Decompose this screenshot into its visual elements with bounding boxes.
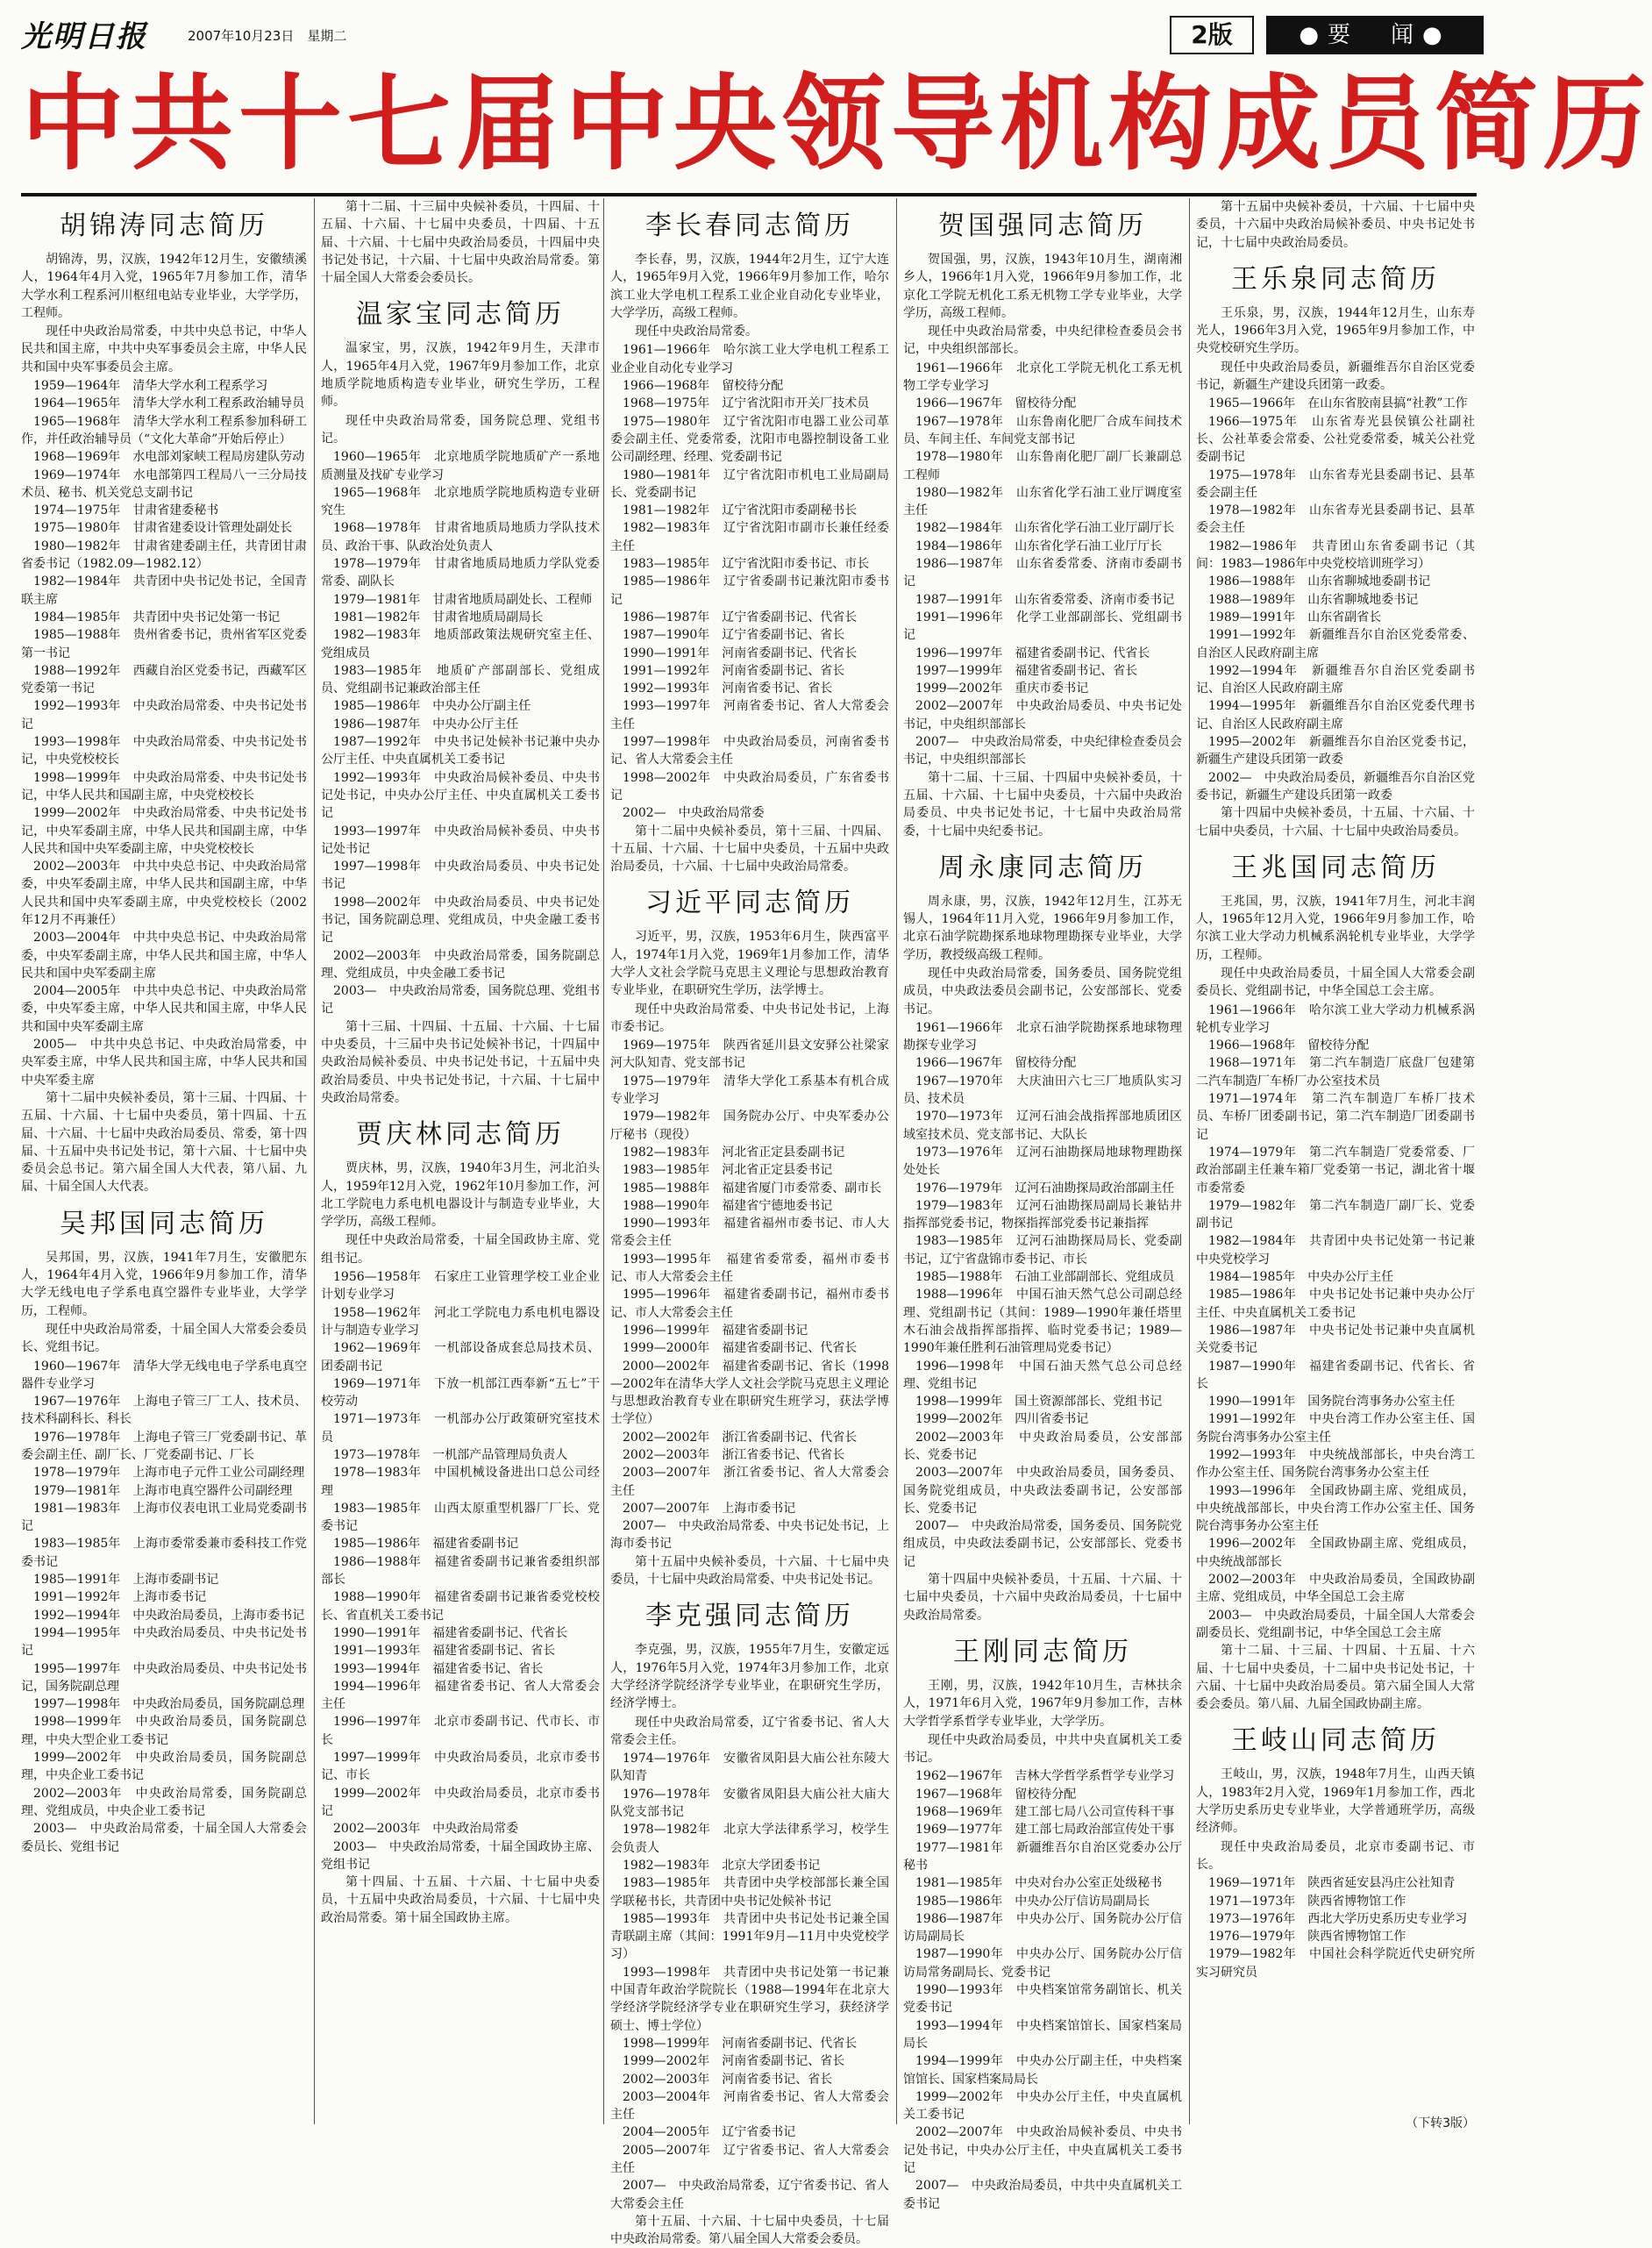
career-item: 2003— 中央政治局委员，十届全国人大常委会副委员长、党组副书记，中华全国总工会主席 <box>1196 1608 1475 1640</box>
career-item: 1975—1980年 甘肃省建委设计管理处副处长 <box>33 521 293 536</box>
bio-intro: 贺国强，男，汉族，1943年10月生，湖南湘乡人，1966年1月入党，1966年9月参加工作，北京化工学院无机化工系无机物工学专业毕业，大学学历，高级工程师。 <box>903 253 1182 320</box>
career-item: 1988—1989年 山东省聊城地委书记 <box>1208 592 1419 607</box>
career-item: 1979—1982年 国务院办公厅、中央军委办公厅秘书（现役） <box>610 1110 889 1142</box>
career-item: 1967—1976年 上海电子管三厂工人、技术员、技术科副科长、科长 <box>21 1395 307 1427</box>
bio-tail: 第十二届、十三届、十四届中央候补委员，十五届、十六届、十七届中央委员，十六届中央政治局委员、中央书记处书记，十七届中央政治局常委，十七届中央纪委书记。 <box>903 770 1182 839</box>
career-item: 1988—1990年 福建省委副书记兼省委党校校长、省直机关工委书记 <box>321 1590 600 1623</box>
career-item: 1998—1999年 河南省委副书记、代省长 <box>623 2036 858 2051</box>
bio-tail: 第十二届、十三届中央候补委员，十四届、十五届、十六届、十七届中央委员，十四届、十五届、十六届、十七届中央政治局委员，十四届中央书记处书记，十六届、十七届中央政治局常委。第十届全国人大常委会委员长。 <box>321 200 600 286</box>
career-item: 2007— 中央政治局常委，中央纪律检查委员会书记，中央组织部部长 <box>903 735 1182 767</box>
career-item: 1992—1993年 中央统战部部长，中央台湾工作办公室主任、国务院台湾事务办公室主任 <box>1196 1448 1475 1481</box>
bio-intro: 习近平，男，汉族，1953年6月生，陕西富平人，1974年1月入党，1969年1月参加工作，清华大学人文社会学院马克思主义理论与思想政治教育专业毕业，在职研究生学历，法学博士。 <box>610 930 889 998</box>
career-item: 1961—1966年 北京石油学院勘探系地球物理勘探专业学习 <box>903 1020 1182 1053</box>
career-item: 1999—2002年 中央政治局常委、中央书记处书记，中央军委副主席，中华人民共和国副主席，中华人民共和国中央军委副主席，中央党校校长 <box>21 806 307 856</box>
career-item: 1984—1985年 共青团中央书记处第一书记 <box>33 610 281 624</box>
headline-rule <box>21 193 1477 196</box>
career-item: 1984—1986年 山东省化学石油工业厅厅长 <box>915 539 1163 553</box>
bio-tail: 第十二届中央候补委员，第十三届、十四届、十五届、十六届、十七届中央委员，第十四届、十五届、十六届、十七届中央政治局委员、常委，第十四届、十五届中央书记处书记，第十六届、十七届中央委员会总书记。第六届全国人大代表，第八届、九届、十届全国人大代表。 <box>21 1090 307 1195</box>
career-item: 1979—1983年 辽河石油勘探局副局长兼钻井指挥部党委书记，物探指挥部党委书记兼指挥 <box>903 1198 1182 1231</box>
career-item: 1998—1999年 中央政治局委员，国务院副总理，中央大型企业工委书记 <box>21 1715 307 1747</box>
career-item: 1999—2002年 中央政治局委员，北京市委书记 <box>321 1786 600 1818</box>
career-item: 2002—2007年 中央政治局候补委员、中央书记处书记，中央办公厅主任，中央直属机关工委书记 <box>903 2125 1182 2175</box>
column-1 <box>21 198 307 2124</box>
bio-wang-gang <box>903 1633 1182 2213</box>
bio-title: 胡锦涛同志简历 <box>60 211 268 241</box>
bio-intro: 贾庆林，男，汉族，1940年3月生，河北泊头人，1959年12月入党，1962年10月参加工作，河北工学院电力系电机电器设计与制造专业毕业，大学学历，高级工程师。 <box>321 1161 600 1230</box>
career-item: 1994—1995年 中央政治局委员、中央书记处书记 <box>21 1625 307 1659</box>
bio-tail: 第十五届中央候补委员，十六届、十七届中央委员，十七届中央政治局常委、中央书记处书记。 <box>610 1554 889 1588</box>
bio-current: 现任中央政治局委员，十届全国人大常委会副委员长、党组副书记，中华全国总工会主席。 <box>1196 966 1475 999</box>
career-item: 1958—1962年 河北工学院电力系电机电器设计与制造专业学习 <box>321 1305 600 1338</box>
career-item: 1967—1978年 山东鲁南化肥厂合成车间技术员、车间主任、车间党支部书记 <box>903 414 1182 446</box>
career-item: 1981—1982年 辽宁省沈阳市委副秘书长 <box>623 503 858 518</box>
career-item: 1988—1992年 西藏自治区党委书记，西藏军区党委第一书记 <box>21 663 307 696</box>
career-item: 1998—1999年 国土资源部部长、党组书记 <box>915 1395 1163 1409</box>
career-item: 1982—1986年 共青团山东省委副书记（其间：1983—1986年中央党校培训班学习） <box>1196 539 1475 572</box>
career-item: 2002—2003年 中共中央总书记、中央政治局常委，中央军委副主席，中华人民共和国副主席，中华人民共和国中央军委副主席，中央党校校长（2002年12月不再兼任） <box>21 860 307 927</box>
bio-intro: 吴邦国，男，汉族，1941年7月生，安徽肥东人，1964年4月入党，1966年9月参加工作，清华大学无线电电子学系电真空器件专业毕业，大学学历，工程师。 <box>21 1250 307 1318</box>
career-item: 1979—1982年 中国社会科学院近代史研究所实习研究员 <box>1196 1947 1475 1980</box>
career-item: 1999—2002年 中央办公厅主任，中央直属机关工委书记 <box>903 2089 1182 2123</box>
bio-title: 贾庆林同志简历 <box>356 1119 565 1151</box>
career-item: 1993—1995年 福建省委常委，福州市委书记、市人大常委会主任 <box>610 1252 889 1285</box>
bio-current: 现任中央政治局常委，辽宁省委书记、省人大常委会主任。 <box>610 1715 889 1747</box>
career-item: 1993—1998年 中央政治局常委、中央书记处书记，中央党校校长 <box>21 735 307 767</box>
career-item: 1998—1999年 中央政治局常委、中央书记处书记，中华人民共和国副主席，中央党校校长 <box>21 770 307 803</box>
career-item: 1980—1981年 辽宁省沈阳市机电工业局副局长、党委副书记 <box>610 467 889 500</box>
bio-hu-jintao <box>21 207 307 1196</box>
career-item: 1999—2002年 河南省委副书记、省长 <box>623 2054 845 2069</box>
bio-intro: 周永康，男，汉族，1942年12月生，江苏无锡人，1964年11月入党，1966年9月参加工作，北京石油学院勘探系地球物理勘探专业毕业，大学学历，教授级高级工程师。 <box>903 894 1182 962</box>
career-item: 2003—2004年 中共中央总书记、中央政治局常委，中央军委副主席，中华人民共和国主席，中华人民共和国中央军委副主席 <box>21 931 307 981</box>
career-item: 1965—1968年 北京地质学院地质构造专业研究生 <box>321 485 600 518</box>
career-item: 1965—1968年 清华大学水利工程系参加科研工作，并任政治辅导员（“文化大革命”开始后停止） <box>21 414 307 446</box>
career-item: 2003—2007年 中央政治局委员，国务委员、国务院党组成员，中央政法委副书记，公安部部长、党委书记 <box>903 1466 1182 1516</box>
career-item: 1998—2002年 中央政治局委员、中央书记处书记，国务院副总理、党组成员，中央金融工委书记 <box>321 895 600 946</box>
career-item: 1990—1993年 中央档案馆常务副馆长、机关党委书记 <box>903 1983 1182 2016</box>
career-item: 1992—1994年 中央政治局委员，上海市委书记 <box>33 1608 305 1623</box>
career-item: 1993—1997年 河南省委书记、省人大常委会主任 <box>610 699 889 731</box>
career-item: 2007— 中央政治局常委，国务委员、国务院党组成员，中央政法委副书记，公安部部长、党委书记 <box>903 1519 1182 1569</box>
career-item: 1979—1982年 第二汽车制造厂副厂长、党委副书记 <box>1196 1198 1475 1231</box>
career-item: 1975—1978年 山东省寿光县委副书记、县革委会副主任 <box>1196 467 1475 500</box>
bio-li-keqiang <box>610 1597 889 2248</box>
career-item: 1975—1979年 清华大学化工系基本有机合成专业学习 <box>610 1074 889 1107</box>
career-item: 1983—1985年 河北省正定县委书记 <box>623 1163 833 1178</box>
career-item: 1985—1986年 中央办公厅信访局副局长 <box>915 1894 1150 1909</box>
career-item: 2007— 中央政治局常委、中央书记处书记，上海市委书记 <box>610 1519 889 1552</box>
bio-current: 现任中央政治局常委。 <box>635 325 758 339</box>
career-item: 1983—1985年 辽宁省沈阳市委书记、市长 <box>623 557 870 572</box>
career-item: 1995—2002年 新疆维吾尔自治区党委书记，新疆生产建设兵团第一政委 <box>1196 735 1475 767</box>
bio-intro: 王岐山，男，汉族，1948年7月生，山西天镇人，1983年2月入党，1969年1月参加工作，西北大学历史系历史专业毕业，大学普通班学历，高级经济师。 <box>1196 1767 1475 1836</box>
bio-li-changchun <box>610 207 889 875</box>
column-3 <box>603 198 889 2247</box>
career-item: 1991—1996年 化学工业部副部长、党组副书记 <box>903 610 1182 643</box>
career-list <box>321 1268 600 1873</box>
career-item: 1978—1983年 中国机械设备进出口总公司经理 <box>321 1466 600 1498</box>
career-list <box>610 1037 889 1553</box>
bio-current: 现任中央政治局常委，国务委员、国务院党组成员，中央政法委员会副书记，公安部部长、党委书记。 <box>903 966 1182 1017</box>
career-item: 1997—1999年 福建省委副书记、省长 <box>915 663 1138 678</box>
career-item: 1982—1983年 北京大学团委书记 <box>623 1858 821 1873</box>
career-item: 1983—1985年 山西太原重型机器厂厂长、党委书记 <box>321 1501 600 1534</box>
career-item: 1978—1982年 北京大学法律系学习，校学生会负责人 <box>610 1823 889 1855</box>
career-item: 1985—1993年 共青团中央书记处书记兼全国青联副主席（其间：1991年9月—11月中央党校学习） <box>610 1911 889 1962</box>
career-item: 1985—1988年 石油工业部副部长、党组成员 <box>915 1270 1175 1285</box>
career-item: 1996—1999年 福建省委副书记 <box>623 1323 808 1338</box>
career-item: 1997—1999年 中央政治局委员，北京市委书记、市长 <box>321 1751 600 1783</box>
bio-tail: 第十四届中央候补委员，十五届、十六届、十七届中央委员，十六届、十七届中央政治局委员。 <box>1196 806 1475 839</box>
career-item: 1983—1985年 上海市委常委兼市委科技工作党委书记 <box>21 1537 307 1569</box>
bio-tail: 第十五届中央候补委员，十六届、十七届中央委员，十六届中央政治局候补委员、中央书记处书记，十七届中央政治局委员。 <box>1196 200 1475 250</box>
career-item: 2005— 中共中央总书记、中央政治局常委，中央军委主席，中华人民共和国主席，中华人民共和国中央军委主席 <box>21 1038 307 1088</box>
career-item: 1968—1971年 第二汽车制造厂底盘厂包建第二汽车制造厂车桥厂办公室技术员 <box>1196 1056 1475 1088</box>
career-item: 2000—2002年 福建省委副书记、省长（1998—2002年在清华大学人文社会学院马克思主义理论与思想政治教育专业在职研究生班学习，获法学博士学位） <box>610 1359 889 1427</box>
bio-tail: 第十二届中央候补委员，第十三届、十四届、十五届、十六届、十七届中央委员，十五届中央政治局委员，十六届、十七届中央政治局常委。 <box>610 824 889 874</box>
career-item: 1976—1979年 陕西省博物馆工作 <box>1208 1930 1406 1945</box>
career-item: 1991—1992年 中央台湾工作办公室主任、国务院台湾事务办公室主任 <box>1196 1412 1475 1445</box>
career-item: 1973—1976年 辽河石油勘探局地球物理勘探处处长 <box>903 1145 1182 1178</box>
career-item: 2002—2003年 河南省委书记、省长 <box>623 2072 833 2087</box>
career-item: 1973—1978年 一机部产品管理局负责人 <box>333 1448 568 1462</box>
bio-title: 习近平同志简历 <box>645 888 854 919</box>
career-item: 1980—1982年 甘肃省建委副主任，共青团甘肃省委书记（1982.09—1982.12） <box>21 539 307 572</box>
career-item: 1985—1986年 中央办公厅副主任 <box>333 699 531 714</box>
bio-intro: 李克强，男，汉族，1955年7月生，安徽定远人，1976年5月入党，1974年3月参加工作，北京大学经济学院经济学专业毕业，在职研究生学历，经济学博士。 <box>610 1643 889 1711</box>
career-item: 2002—2002年 浙江省委副书记、代省长 <box>623 1430 858 1445</box>
bio-title: 王刚同志简历 <box>953 1636 1132 1667</box>
career-item: 1976—1979年 辽河石油勘探局政治部副主任 <box>915 1181 1175 1195</box>
career-item: 1985—1986年 福建省委副书记 <box>333 1537 519 1552</box>
career-item: 1986—1987年 中央书记处书记兼中央直属机关党委书记 <box>1196 1323 1475 1356</box>
career-item: 1986—1987年 辽宁省委副书记、代省长 <box>623 610 858 624</box>
bio-title: 李长春同志简历 <box>645 211 854 241</box>
career-item: 1996—1997年 福建省委副书记、代省长 <box>915 646 1150 660</box>
career-item: 1991—1993年 福建省委副书记、省长 <box>333 1644 556 1659</box>
career-item: 1990—1993年 福建省福州市委书记、市人大常委会主任 <box>610 1217 889 1249</box>
career-item: 1999—2002年 四川省委书记 <box>915 1412 1089 1427</box>
bio-wu-bangguo <box>21 1205 307 1856</box>
career-item: 1986—1987年 山东省委常委、济南市委副书记 <box>903 557 1182 589</box>
career-item: 1967—1968年 留校待分配 <box>915 1787 1077 1802</box>
career-item: 1993—1994年 福建省委书记、省长 <box>333 1661 544 1676</box>
career-item: 1996—1997年 北京市委副书记、代市长、市长 <box>321 1715 600 1747</box>
career-item: 1981—1985年 中央对台办公室正处级秘书 <box>915 1876 1163 1891</box>
bio-wang-zhaoguo <box>1196 849 1475 1714</box>
bio-current: 现任中央政治局常委、中央书记处书记，上海市委书记。 <box>610 1002 889 1034</box>
career-item: 1998—2002年 中央政治局委员，广东省委书记 <box>610 770 889 803</box>
career-list <box>1196 1002 1475 1643</box>
newspaper-logo: 光明日报 <box>21 19 147 54</box>
career-item: 2002—2007年 中央政治局委员、中央书记处书记，中央组织部部长 <box>903 699 1182 731</box>
career-item: 1967—1970年 大庆油田六七三厂地质队实习员、技术员 <box>903 1074 1182 1107</box>
career-item: 1992—1993年 中央政治局候补委员、中央书记处书记，中央办公厅主任、中央直属机关工委书记 <box>321 770 600 821</box>
career-item: 1971—1973年 陕西省博物馆工作 <box>1208 1894 1406 1909</box>
career-item: 1991—1992年 新疆维吾尔自治区党委常委、自治区人民政府副主席 <box>1196 628 1475 660</box>
career-item: 2002—2003年 浙江省委书记、代省长 <box>623 1448 845 1462</box>
career-item: 1997—1998年 中央政治局委员，河南省委书记、省人大常委会主任 <box>610 735 889 767</box>
column-2 <box>314 198 600 2124</box>
career-item: 1982—1983年 河北省正定县委副书记 <box>623 1145 845 1160</box>
bio-current: 现任中央政治局委员，北京市委副书记、市长。 <box>1196 1839 1475 1872</box>
career-item: 1986—1987年 中央办公厅主任 <box>333 717 519 731</box>
career-item: 1968—1978年 甘肃省地质局地质力学队技术员、政治干事、队政治处负责人 <box>321 521 600 553</box>
career-item: 1968—1969年 水电部刘家峡工程局房建队劳动 <box>33 450 305 465</box>
career-item: 1979—1981年 上海市电真空器件公司副经理 <box>33 1483 293 1498</box>
career-item: 1981—1982年 甘肃省地质局副局长 <box>333 610 544 624</box>
career-item: 2002—2003年 中央政治局委员，全国政协副主席、党组成员，中华全国总工会主席 <box>1196 1573 1475 1605</box>
career-item: 1986—1987年 中央办公厅、国务院办公厅信访局副局长 <box>903 1911 1182 1945</box>
career-item: 1988—1996年 中国石油天然气总公司副总经理、党组副书记（其间：1989—1990年兼任塔里木石油会战指挥部指挥、临时党委书记；1989—1990年兼任胜利石油管理局党委书记） <box>903 1288 1182 1356</box>
career-item: 1969—1977年 建工部七局政治部宣传处干事 <box>915 1823 1175 1838</box>
bio-he-guoqiang <box>903 207 1182 840</box>
career-item: 1966—1975年 山东省寿光县侯镇公社副社长、公社革委会常委、公社党委常委，城关公社党委副书记 <box>1196 414 1475 465</box>
career-item: 1995—1996年 福建省委副书记，福州市委书记、市人大常委会主任 <box>610 1288 889 1320</box>
career-item: 1960—1967年 清华大学无线电电子学系电真空器件专业学习 <box>21 1359 307 1391</box>
career-item: 1982—1983年 地质部政策法规研究室主任、党组成员 <box>321 628 600 660</box>
bio-wang-qishan <box>1196 1722 1475 1981</box>
bio-title: 温家宝同志简历 <box>356 299 565 331</box>
career-item: 1959—1964年 清华大学水利工程系学习 <box>33 379 268 394</box>
career-item: 2002—2003年 中央政治局常委，国务院副总理、党组成员，中央金融工委书记 <box>321 948 600 981</box>
career-item: 1961—1966年 哈尔滨工业大学电机工程系工业企业自动化专业学习 <box>610 343 889 375</box>
career-item: 1956—1958年 石家庄工业管理学校工业企业计划专业学习 <box>321 1270 600 1302</box>
career-item: 1983—1985年 地质矿产部副部长、党组成员、党组副书记兼政治部主任 <box>321 663 600 696</box>
career-item: 1982—1984年 共青团中央书记处书记，全国青联主席 <box>21 574 307 607</box>
career-item: 1987—1991年 山东省委常委、济南市委书记 <box>915 592 1175 607</box>
career-list <box>21 377 307 1089</box>
bio-wang-gang-cont <box>1196 198 1475 252</box>
career-item: 1999—2000年 福建省委副书记、代省长 <box>623 1341 858 1356</box>
career-item: 1975—1980年 辽宁省沈阳市电器工业公司革委会副主任、党委常委，沈阳市电器控制设备工业公司副经理、经理、党委副书记 <box>610 414 889 465</box>
career-item: 1962—1967年 吉林大学哲学系哲学专业学习 <box>915 1769 1175 1784</box>
career-item: 1986—1988年 山东省聊城地委副书记 <box>1208 574 1431 589</box>
career-item: 1982—1983年 辽宁省沈阳市副市长兼任经委主任 <box>610 521 889 553</box>
career-item: 1994—1999年 中央办公厅副主任，中央档案馆馆长、国家档案局局长 <box>903 2054 1182 2087</box>
career-item: 1980—1982年 山东省化学石油工业厅调度室主任 <box>903 485 1182 518</box>
career-list <box>1196 395 1475 804</box>
career-item: 2002— 中央政治局常委 <box>623 806 765 821</box>
bio-xi-jinping <box>610 884 889 1588</box>
career-item: 1992—1994年 新疆维吾尔自治区党委副书记、自治区人民政府副主席 <box>1196 663 1475 696</box>
career-list <box>1196 1874 1475 1981</box>
bio-tail: 第十五届、十六届、十七届中央委员，十七届中央政治局常委。第八届全国人大常委会委员。 <box>610 2214 889 2247</box>
career-item: 1968—1969年 建工部七局八公司宣传科干事 <box>915 1805 1175 1820</box>
career-item: 1991—1992年 河南省委副书记、省长 <box>623 663 845 678</box>
career-item: 1966—1967年 留校待分配 <box>915 396 1077 411</box>
career-list <box>610 341 889 822</box>
career-item: 1976—1978年 上海电子管三厂党委副书记、革委会副主任、副厂长、厂党委副书记、厂长 <box>21 1430 307 1462</box>
career-item: 1970—1973年 辽河石油会战指挥部地质团区域室技术员、党支部书记、大队长 <box>903 1110 1182 1142</box>
career-item: 1984—1985年 中央办公厅主任 <box>1208 1270 1394 1285</box>
career-item: 2007—2007年 上海市委书记 <box>623 1501 796 1516</box>
bio-intro: 李长春，男，汉族，1944年2月生，辽宁大连人，1965年9月入党，1966年9月参加工作，哈尔滨工业大学电机工程系工业企业自动化专业毕业，大学学历，高级工程师。 <box>610 253 889 320</box>
career-list <box>903 360 1182 769</box>
career-item: 1960—1965年 北京地质学院地质矿产一系地质测量及找矿专业学习 <box>321 450 600 482</box>
bio-zhou-yongkang <box>903 849 1182 1624</box>
career-item: 1978—1979年 甘肃省地质局地质力学队党委常委、副队长 <box>321 557 600 589</box>
career-item: 1969—1974年 水电部第四工程局八一三分局技术员、秘书、机关党总支副书记 <box>21 467 307 500</box>
bio-wang-lequan <box>1196 260 1475 840</box>
career-item: 1990—1991年 国务院台湾事务办公室主任 <box>1208 1395 1456 1409</box>
career-item: 1966—1968年 留校待分配 <box>1208 1038 1370 1053</box>
career-item: 1985—1986年 辽宁省委副书记兼沈阳市委书记 <box>610 574 889 607</box>
career-item: 1969—1971年 下放一机部江西奉新“五七”干校劳动 <box>321 1376 600 1409</box>
bio-current: 现任中央政治局委员，新疆维吾尔自治区党委书记，新疆生产建设兵团第一政委。 <box>1196 360 1475 393</box>
career-item: 1987—1990年 福建省委副书记、代省长、省长 <box>1196 1359 1475 1391</box>
career-item: 1961—1966年 哈尔滨工业大学动力机械系涡轮机专业学习 <box>1196 1003 1475 1035</box>
bio-title: 周永康同志简历 <box>938 852 1147 883</box>
bio-tail: 第十二届、十三届、十四届、十五届、十六届、十七届中央委员，十二届中央书记处书记，十六届、十七届中央政治局委员。第六届全国人大常委会委员。第八届、九届全国政协副主席。 <box>1196 1644 1475 1712</box>
bio-title: 王乐泉同志简历 <box>1231 263 1440 295</box>
career-item: 1989—1991年 山东省副省长 <box>1208 610 1382 624</box>
bio-tail: 第十四届、十五届、十六届、十七届中央委员，十五届中央政治局委员，十六届、十七届中央政治局常委。第十届全国政协主席。 <box>321 1875 600 1925</box>
career-item: 2002— 中央政治局委员，新疆维吾尔自治区党委书记，新疆生产建设兵团第一政委 <box>1196 770 1475 803</box>
career-item: 1996—2002年 全国政协副主席、党组成员，中央统战部部长 <box>1196 1537 1475 1569</box>
bio-current: 现任中央政治局常委，中央纪律检查委员会书记，中央组织部部长。 <box>903 325 1182 357</box>
career-item: 1971—1973年 一机部办公厅政策研究室技术员 <box>321 1412 600 1445</box>
bio-title: 吴邦国同志简历 <box>60 1208 268 1239</box>
career-list <box>21 1358 307 1856</box>
bio-tail: 第十三届、十四届、十五届、十六届、十七届中央委员，十三届中央书记处候补书记，十四届中央政治局候补委员、中央书记处书记，十五届中央政治局委员、中央书记处书记，十六届、十七届中央政治局常委。 <box>321 1019 600 1105</box>
column-5 <box>1189 198 1475 2124</box>
bio-intro: 王兆国，男，汉族，1941年7月生，河北丰润人，1965年12月入党，1966年9月参加工作，哈尔滨工业大学动力机械系涡轮机专业毕业，大学学历，工程师。 <box>1196 894 1475 962</box>
career-item: 1993—1998年 共青团中央书记处第一书记兼中国青年政治学院院长（1988—1994年在北京大学经济学院经济学专业在职研究生学习，获经济学硕士、博士学位） <box>610 1965 889 2033</box>
career-item: 1995—1997年 中央政治局委员、中央书记处书记，国务院副总理 <box>21 1661 307 1694</box>
career-item: 1974—1979年 第二汽车制造厂党委常委、厂政治部副主任兼车箱厂党委第一书记，湖北省十堰市委常委 <box>1196 1145 1475 1195</box>
career-list <box>903 1767 1182 2212</box>
career-item: 1985—1991年 上海市委副书记 <box>33 1573 219 1588</box>
bio-jia-qinglin <box>321 1116 600 1927</box>
career-item: 2002—2003年 中央政治局常委，国务院副总理、党组成员，中央企业工委书记 <box>21 1786 307 1818</box>
career-item: 1982—1984年 山东省化学石油工业厅副厅长 <box>915 521 1175 536</box>
career-item: 1999—2002年 重庆市委书记 <box>915 682 1089 696</box>
career-item: 1992—1993年 中央政治局常委、中央书记处书记 <box>21 699 307 731</box>
career-item: 2003—2007年 浙江省委书记、省人大常委会主任 <box>610 1466 889 1498</box>
career-item: 1987—1990年 辽宁省委副书记、省长 <box>623 628 845 643</box>
career-item: 2003—2004年 河南省委书记、省人大常委会主任 <box>610 2089 889 2123</box>
bio-wu-bangguo-cont <box>321 198 600 287</box>
career-item: 1966—1967年 留校待分配 <box>915 1056 1077 1071</box>
career-item: 2003— 中央政治局常委，十届全国政协主席、党组书记 <box>321 1839 600 1872</box>
career-item: 1983—1985年 共青团中央学校部部长兼全国学联秘书长，共青团中央书记处候补书记 <box>610 1876 889 1909</box>
section-label: ●要 闻● <box>1266 16 1484 54</box>
career-item: 2003— 中央政治局常委，国务院总理、党组书记 <box>321 984 600 1017</box>
bio-wen-jiabao <box>321 296 600 1107</box>
continued-note: （下转3版） <box>1406 2116 1475 2130</box>
career-item: 1993—1996年 全国政协副主席、党组成员，中央统战部部长，中央台湾工作办公室主任、国务院台湾事务办公室主任 <box>1196 1483 1475 1534</box>
career-item: 2003— 中央政治局常委，十届全国人大常委会委员长、党组书记 <box>21 1822 307 1854</box>
career-list <box>610 1750 889 2213</box>
career-item: 1988—1990年 福建省宁德地委书记 <box>623 1198 833 1213</box>
career-item: 1987—1992年 中央书记处候补书记兼中央办公厅主任、中央直属机关工委书记 <box>321 735 600 767</box>
bio-intro: 胡锦涛，男，汉族，1942年12月生，安徽绩溪人，1964年4月入党，1965年7月参加工作，清华大学水利工程系河川枢纽电站专业毕业，大学学历，工程师。 <box>21 253 307 320</box>
career-item: 1997—1998年 中央政治局委员、中央书记处书记 <box>321 860 600 892</box>
bio-title: 王兆国同志简历 <box>1231 852 1440 883</box>
career-item: 1991—1992年 上海市委书记 <box>33 1590 207 1605</box>
masthead <box>21 12 1477 54</box>
column-4 <box>896 198 1182 2211</box>
bio-title: 李克强同志简历 <box>645 1601 854 1632</box>
bio-current: 现任中央政治局常委，国务院总理、党组书记。 <box>321 413 600 446</box>
career-item: 1968—1975年 辽宁省沈阳市开关厂技术员 <box>623 396 870 411</box>
career-item: 1965—1966年 在山东省胶南县搞“社教”工作 <box>1208 396 1468 411</box>
career-item: 1981—1983年 上海市仪表电讯工业局党委副书记 <box>21 1501 307 1534</box>
career-item: 1978—1982年 山东省寿光县委副书记、县革委会主任 <box>1196 503 1475 536</box>
career-item: 1985—1988年 福建省厦门市委常委、副市长 <box>623 1181 882 1195</box>
career-item: 1994—1996年 福建省委书记、省人大常委会主任 <box>321 1679 600 1712</box>
career-item: 1973—1976年 西北大学历史系历史专业学习 <box>1208 1911 1468 1926</box>
career-item: 1987—1990年 中央办公厅、国务院办公厅信访局常务副局长、党委书记 <box>903 1947 1182 1980</box>
career-item: 1986—1988年 福建省委副书记兼省委组织部部长 <box>321 1554 600 1588</box>
career-item: 2002—2003年 中央政治局委员，公安部部长、党委书记 <box>903 1430 1182 1462</box>
career-item: 1993—1997年 中央政治局候补委员、中央书记处书记 <box>321 824 600 856</box>
career-list <box>903 1019 1182 1571</box>
career-item: 1982—1984年 共青团中央书记处第一书记兼中央党校学习 <box>1196 1234 1475 1267</box>
career-item: 1974—1976年 安徽省凤阳县大庙公社东陵大队知青 <box>610 1752 889 1784</box>
career-item: 1961—1966年 北京化工学院无机化工系无机物工学专业学习 <box>903 360 1182 394</box>
career-item: 1969—1975年 陕西省延川县文安驿公社梁家河大队知青、党支部书记 <box>610 1038 889 1071</box>
career-item: 1985—1988年 贵州省委书记，贵州省军区党委第一书记 <box>21 628 307 660</box>
bio-current: 现任中央政治局常委，十届全国人大常委会委员长、党组书记。 <box>21 1322 307 1355</box>
page-headline: 中共十七届中央领导机构成员简历 <box>21 63 1652 184</box>
career-item: 1969—1971年 陕西省延安县冯庄公社知青 <box>1208 1876 1456 1891</box>
bio-title: 王岐山同志简历 <box>1231 1725 1440 1757</box>
bio-current: 现任中央政治局常委，中共中央总书记，中华人民共和国主席，中共中央军事委员会主席，中华人民共和国中央军事委员会主席。 <box>21 325 307 375</box>
career-item: 1971—1974年 第二汽车制造厂车桥厂技术员、车桥厂团委副书记，第二汽车制造厂团委副书记 <box>1196 1092 1475 1142</box>
career-item: 2005—2007年 辽宁省委书记、省人大常委会主任 <box>610 2143 889 2175</box>
career-item: 2007— 中央政治局常委，辽宁省委书记、省人大常委会主任 <box>610 2179 889 2211</box>
career-item: 2002—2003年 中央政治局常委 <box>333 1822 519 1837</box>
career-item: 1977—1981年 新疆维吾尔自治区党委办公厅秘书 <box>903 1840 1182 1873</box>
career-item: 1978—1980年 山东鲁南化肥厂副厂长兼副总工程师 <box>903 450 1182 482</box>
career-item: 1964—1965年 清华大学水利工程系政治辅导员 <box>33 396 305 411</box>
career-item: 1993—1994年 中央档案馆馆长、国家档案局局长 <box>903 2018 1182 2051</box>
career-item: 1983—1985年 辽河石油勘探局局长、党委副书记，辽宁省盘锦市委书记、市长 <box>903 1234 1182 1267</box>
career-item: 1994—1995年 新疆维吾尔自治区党委代理书记、自治区人民政府副主席 <box>1196 699 1475 731</box>
career-item: 2004—2005年 中共中央总书记、中央政治局常委，中央军委主席，中华人民共和国主席，中华人民共和国中央军委副主席 <box>21 984 307 1034</box>
career-item: 1997—1998年 中央政治局委员，国务院副总理 <box>33 1697 305 1712</box>
career-item: 1990—1991年 福建省委副书记、代省长 <box>333 1625 568 1640</box>
bio-tail: 第十四届中央候补委员，十五届、十六届、十七届中央委员，十六届中央政治局委员，十七届中央政治局常委。 <box>903 1573 1182 1623</box>
bio-intro: 温家宝，男，汉族，1942年9月生，天津市人，1965年4月入党，1967年9月参加工作，北京地质学院地质构造专业毕业，研究生学历，工程师。 <box>321 341 600 410</box>
bio-title: 贺国强同志简历 <box>938 211 1147 241</box>
career-item: 2004—2005年 辽宁省委书记 <box>623 2125 796 2140</box>
issue-date: 2007年10月23日 星期二 <box>188 28 347 44</box>
career-item: 1962—1969年 一机部设备成套总局技术员、团委副书记 <box>321 1341 600 1374</box>
career-item: 1992—1993年 河南省委书记、省长 <box>623 682 833 696</box>
career-item: 1979—1981年 甘肃省地质局副处长、工程师 <box>333 592 593 607</box>
career-list <box>321 448 600 1018</box>
career-item: 1996—1998年 中国石油天然气总公司总经理、党组书记 <box>903 1359 1182 1391</box>
bio-current: 现任中央政治局常委，十届全国政协主席、党组书记。 <box>321 1233 600 1266</box>
career-item: 1990—1991年 河南省委副书记、代省长 <box>623 646 858 660</box>
page-number: 2版 <box>1170 16 1254 54</box>
career-item: 1985—1986年 中央书记处书记兼中央办公厅主任、中央直属机关工委书记 <box>1196 1288 1475 1320</box>
career-item: 2007— 中央政治局委员，中共中央直属机关工委书记 <box>903 2179 1182 2211</box>
career-item: 1978—1979年 上海市电子元件工业公司副经理 <box>33 1466 305 1481</box>
bio-intro: 王乐泉，男，汉族，1944年12月生，山东寿光人，1966年3月入党，1965年9月参加工作，中央党校研究生学历。 <box>1196 305 1475 356</box>
career-item: 1966—1968年 留校待分配 <box>623 379 784 394</box>
career-item: 1999—2002年 中央政治局委员，国务院副总理，中央企业工委书记 <box>21 1751 307 1783</box>
bio-current: 现任中央政治局委员，中共中央直属机关工委书记。 <box>903 1732 1182 1766</box>
bio-intro: 王刚，男，汉族，1942年10月生，吉林扶余人，1971年6月入党，1967年9月参加工作，吉林大学哲学系哲学专业毕业，大学学历。 <box>903 1678 1182 1729</box>
career-item: 1974—1975年 甘肃省建委秘书 <box>33 503 219 518</box>
career-item: 1976—1978年 安徽省凤阳县大庙公社大庙大队党支部书记 <box>610 1787 889 1820</box>
